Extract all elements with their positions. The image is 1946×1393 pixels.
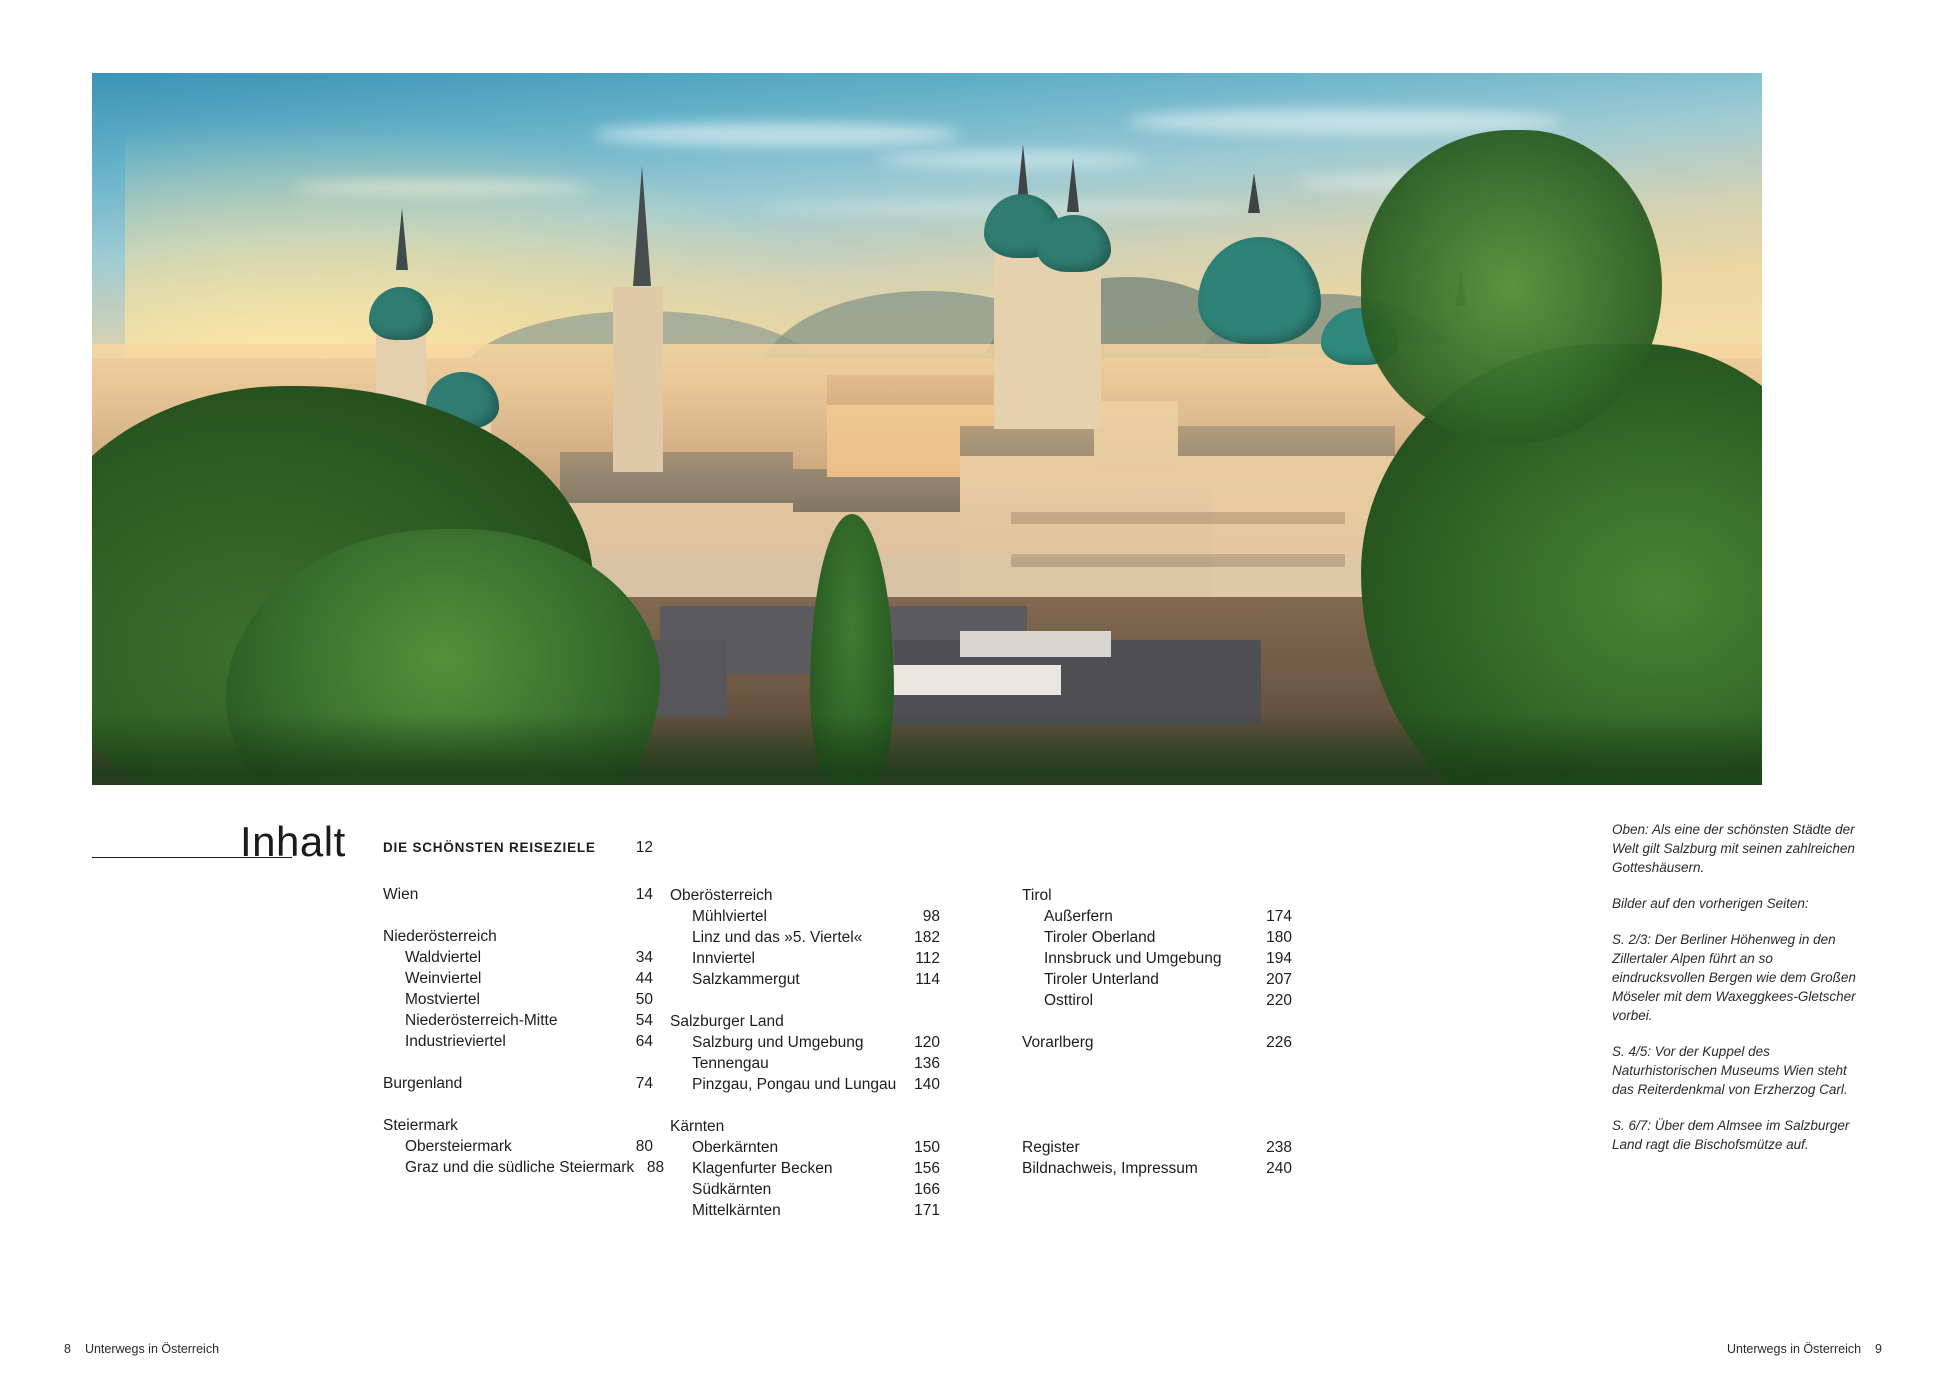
toc-entry[interactable] — [670, 1116, 940, 1137]
toc-entry-page: 156 — [914, 1160, 940, 1177]
toc-entry-label: Steiermark — [383, 1117, 458, 1134]
toc-column-2 — [670, 885, 940, 1221]
toc-entry[interactable] — [383, 1136, 653, 1157]
toc-entry[interactable] — [1022, 885, 1292, 906]
page-title: Inhalt — [240, 818, 346, 865]
toc-entry-page: 14 — [635, 886, 653, 903]
church-tower — [1047, 258, 1100, 429]
toc-entry[interactable] — [670, 1074, 940, 1095]
toc-entry-label: Industrieviertel — [405, 1033, 506, 1050]
toc-entry-label: Niederösterreich — [383, 928, 497, 945]
salzburg-skyline-photo — [92, 73, 1762, 785]
toc-entry-label: Kärnten — [670, 1118, 725, 1135]
toc-entry[interactable] — [670, 1158, 940, 1179]
toc-entry[interactable] — [383, 968, 653, 989]
toc-entry-label: Oberösterreich — [670, 887, 773, 904]
toc-entry-label: Osttirol — [1044, 992, 1094, 1009]
toc-entry[interactable] — [670, 1137, 940, 1158]
toc-entry-label: Vorarlberg — [1022, 1034, 1094, 1051]
toc-entry-label: Klagenfurter Becken — [692, 1160, 833, 1177]
toc-entry-label: Tiroler Oberland — [1044, 929, 1156, 946]
toc-entry[interactable] — [383, 1157, 665, 1178]
toc-entry-label: Graz und die südliche Steiermark — [405, 1159, 635, 1176]
toc-entry-label: Mittelkärnten — [692, 1202, 781, 1219]
toc-entry[interactable] — [383, 884, 653, 905]
toc-entry[interactable] — [1022, 906, 1292, 927]
caption-paragraph: S. 2/3: Der Berliner Höhenweg in den Zillertaler Alpen führt an so eindrucksvollen Bergen wie dem Großen Möseler mit dem Waxeggkees-Gletscher vorbei. — [1612, 932, 1856, 1023]
toc-entry-page: 182 — [914, 929, 940, 946]
toc-entry-page: 207 — [1266, 971, 1292, 988]
toc-entry-label: Bildnachweis, Impressum — [1022, 1160, 1198, 1177]
caption-paragraph: S. 4/5: Vor der Kuppel des Naturhistorischen Museums Wien steht das Reiterdenkmal von Erzherzog Carl. — [1612, 1044, 1848, 1097]
toc-entry-page: 44 — [635, 970, 653, 987]
toc-entry-page: 98 — [922, 908, 940, 925]
toc-entry-page: 226 — [1266, 1034, 1292, 1051]
footer-right — [1727, 1342, 1882, 1356]
toc-entry[interactable] — [670, 948, 940, 969]
spire — [1248, 173, 1260, 213]
toc-entry-label: Obersteiermark — [405, 1138, 512, 1155]
toc-entry-label: Tiroler Unterland — [1044, 971, 1159, 988]
toc-entry-page: 194 — [1266, 950, 1292, 967]
toc-entry-label: Weinviertel — [405, 970, 482, 987]
toc-entry-label: Linz und das »5. Viertel« — [692, 929, 863, 946]
caption-sidebar — [1612, 820, 1867, 1171]
toc-entry[interactable] — [670, 1179, 940, 1200]
toc-entry[interactable] — [670, 1011, 940, 1032]
toc-entry-label: Pinzgau, Pongau und Lungau — [692, 1076, 897, 1093]
toc-entry[interactable] — [670, 885, 940, 906]
toc-entry-label: Mühlviertel — [692, 908, 767, 925]
toc-entry[interactable] — [670, 906, 940, 927]
toc-entry-page: 34 — [635, 949, 653, 966]
toc-entry-page: 50 — [635, 991, 653, 1008]
book-title-left: Unterwegs in Österreich — [84, 1342, 220, 1356]
spire — [633, 166, 651, 286]
toc-entry[interactable] — [383, 1010, 653, 1031]
section-title: DIE SCHÖNSTEN REISEZIELE — [383, 840, 596, 855]
toc-entry-page: 180 — [1266, 929, 1292, 946]
toc-entry[interactable] — [1022, 927, 1292, 948]
toc-entry[interactable] — [383, 947, 653, 968]
toc-entry-label: Oberkärnten — [692, 1139, 779, 1156]
toc-column-1 — [383, 837, 665, 1178]
toc-entry-page: 240 — [1266, 1160, 1292, 1177]
toc-entry-page: 64 — [635, 1033, 653, 1050]
caption-paragraph: Oben: Als eine der schönsten Städte der Welt gilt Salzburg mit seinen zahlreichen Gotteshäusern. — [1612, 822, 1855, 875]
foreground-shadow — [92, 714, 1762, 785]
page-number-right: 9 — [1875, 1342, 1882, 1356]
toc-entry[interactable] — [383, 1115, 653, 1136]
toc-entry[interactable] — [670, 1032, 940, 1053]
toc-entry-page: 150 — [914, 1139, 940, 1156]
toc-entry-label: Waldviertel — [405, 949, 482, 966]
toc-entry-label: Niederösterreich-Mitte — [405, 1012, 558, 1029]
toc-entry-label: Salzburg und Umgebung — [692, 1034, 864, 1051]
section-page: 12 — [635, 839, 653, 856]
toc-entry-label: Wien — [383, 886, 419, 903]
toc-entry[interactable] — [383, 1031, 653, 1052]
toc-entry[interactable] — [670, 1200, 940, 1221]
toc-entry-page: 171 — [914, 1202, 940, 1219]
toc-entry[interactable] — [383, 1073, 653, 1094]
church-tower — [994, 244, 1051, 429]
toc-entry[interactable] — [383, 926, 653, 947]
toc-entry-page: 74 — [635, 1075, 653, 1092]
toc-column-3 — [1022, 885, 1292, 1179]
toc-entry-page: 136 — [914, 1055, 940, 1072]
toc-entry[interactable] — [1022, 969, 1292, 990]
toc-entry-page: 140 — [914, 1076, 940, 1093]
toc-entry-label: Tennengau — [692, 1055, 769, 1072]
spread-gutter — [973, 0, 974, 1393]
toc-entry-label: Burgenland — [383, 1075, 463, 1092]
page-number-left: 8 — [64, 1342, 71, 1356]
toc-entry[interactable] — [1022, 1032, 1292, 1053]
toc-entry[interactable] — [383, 989, 653, 1010]
spire — [1067, 158, 1079, 212]
toc-entry-label: Salzkammergut — [692, 971, 800, 988]
spire — [396, 208, 408, 270]
toc-entry-label: Mostviertel — [405, 991, 480, 1008]
toc-entry[interactable] — [1022, 1158, 1292, 1179]
toc-entry[interactable] — [670, 969, 940, 990]
church-tower — [613, 287, 663, 472]
toc-entry-page: 54 — [635, 1012, 653, 1029]
toc-entry[interactable] — [670, 927, 940, 948]
toc-entry-page: 80 — [635, 1138, 653, 1155]
toc-entry[interactable] — [1022, 948, 1292, 969]
toc-entry-page: 88 — [646, 1159, 665, 1176]
caption-paragraph: S. 6/7: Über dem Almsee im Salzburger Land ragt die Bischofsmütze auf. — [1612, 1118, 1850, 1152]
toc-entry[interactable] — [670, 1053, 940, 1074]
toc-entry-page: 174 — [1266, 908, 1292, 925]
toc-entry-page: 114 — [915, 971, 940, 988]
toc-entry-label: Innviertel — [692, 950, 755, 967]
caption-paragraph: Bilder auf den vorherigen Seiten: — [1612, 896, 1809, 911]
foreground-trees-right — [1361, 130, 1662, 443]
toc-entry-label: Innsbruck und Umgebung — [1044, 950, 1222, 967]
book-title-right: Unterwegs in Österreich — [1726, 1342, 1862, 1356]
toc-section-header — [383, 837, 653, 858]
toc-entry-page: 166 — [914, 1181, 940, 1198]
toc-entry-page: 238 — [1266, 1139, 1292, 1156]
toc-entry-page: 120 — [914, 1034, 940, 1051]
green-dome — [1037, 215, 1110, 272]
toc-entry-label: Tirol — [1022, 887, 1052, 904]
footer-left — [64, 1342, 219, 1356]
toc-entry-label: Salzburger Land — [670, 1013, 784, 1030]
cloud — [593, 123, 960, 146]
toc-entry[interactable] — [1022, 1137, 1292, 1158]
toc-entry-page: 112 — [915, 950, 940, 967]
toc-entry-label: Register — [1022, 1139, 1080, 1156]
toc-entry[interactable] — [1022, 990, 1292, 1011]
toc-entry-page: 220 — [1266, 992, 1292, 1009]
toc-entry-label: Außerfern — [1044, 908, 1113, 925]
toc-entry-label: Südkärnten — [692, 1181, 772, 1198]
